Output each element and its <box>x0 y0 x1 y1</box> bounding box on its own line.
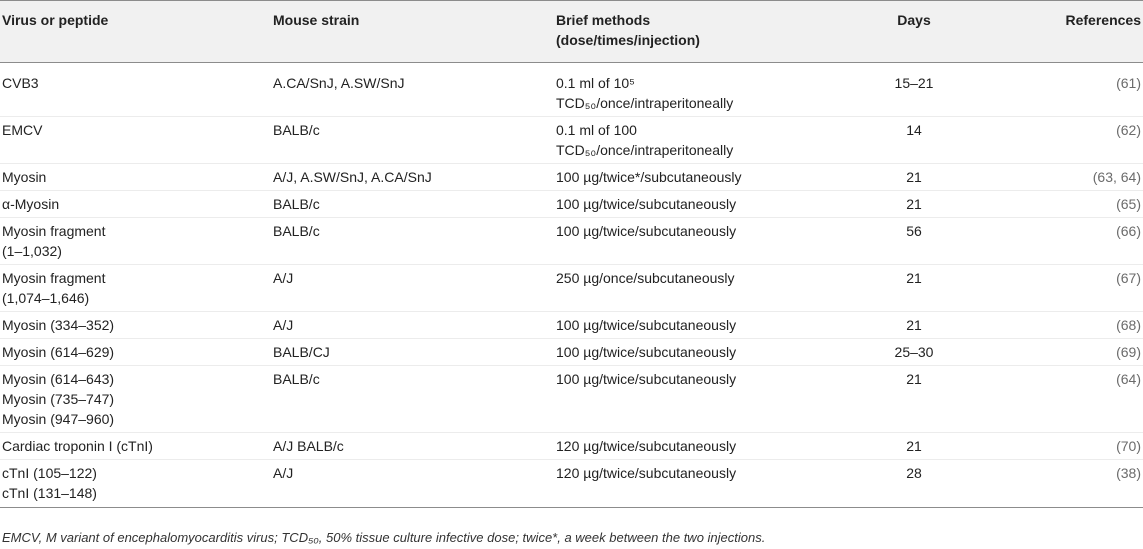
cell-virus <box>0 433 269 460</box>
cell-virus <box>0 339 269 366</box>
cell-methods-line: 0.1 ml of 100 <box>556 122 637 138</box>
cell-days: 21 <box>830 312 998 339</box>
cell-virus <box>0 366 269 433</box>
cell-virus <box>0 117 269 164</box>
table-footnote: EMCV, M variant of encephalomyocarditis virus; TCD₅₀, 50% tissue culture infective dose; twice*, a week between the two injections. <box>2 530 766 545</box>
cell-strain: A/J <box>269 265 552 312</box>
cell-methods-line: 100 µg/twice*/subcutaneously <box>556 169 742 185</box>
cell-methods-line: TCD₅₀/once/intraperitoneally <box>556 142 734 158</box>
cell-strain: BALB/c <box>269 218 552 265</box>
cell-methods-line: 250 µg/once/subcutaneously <box>556 270 735 286</box>
table-row <box>0 164 1143 191</box>
cell-reference: (69) <box>998 339 1143 366</box>
cell-strain: BALB/c <box>269 366 552 433</box>
cell-virus-line: (1,074–1,646) <box>2 290 90 306</box>
cell-virus <box>0 218 269 265</box>
cell-methods <box>552 312 830 339</box>
cell-days: 21 <box>830 366 998 433</box>
cell-virus <box>0 312 269 339</box>
cell-days: 28 <box>830 460 998 508</box>
cell-virus-line: cTnI (105–122) <box>2 465 97 481</box>
header-virus: Virus or peptide <box>0 1 269 63</box>
cell-days: 21 <box>830 191 998 218</box>
cell-virus-line: Myosin (735–747) <box>2 391 115 407</box>
cell-methods-line: 100 µg/twice/subcutaneously <box>556 344 737 360</box>
cell-reference: (65) <box>998 191 1143 218</box>
cell-virus-line: Myosin (614–643) <box>2 371 115 387</box>
cell-strain: A/J BALB/c <box>269 433 552 460</box>
cell-virus-line: EMCV <box>2 122 43 138</box>
cell-strain: A/J <box>269 312 552 339</box>
cell-methods <box>552 433 830 460</box>
cell-methods <box>552 366 830 433</box>
table-row <box>0 339 1143 366</box>
cell-strain: BALB/CJ <box>269 339 552 366</box>
cell-methods-line: 120 µg/twice/subcutaneously <box>556 465 737 481</box>
cell-reference: (67) <box>998 265 1143 312</box>
cell-virus-line: Myosin fragment <box>2 270 106 286</box>
cell-days: 21 <box>830 265 998 312</box>
cell-reference: (61) <box>998 63 1143 117</box>
cell-strain: A.CA/SnJ, A.SW/SnJ <box>269 63 552 117</box>
cell-days: 15–21 <box>830 63 998 117</box>
table-row <box>0 433 1143 460</box>
cell-virus-line: (1–1,032) <box>2 243 62 259</box>
table-row <box>0 312 1143 339</box>
cell-methods-line: 100 µg/twice/subcutaneously <box>556 317 737 333</box>
cell-methods <box>552 117 830 164</box>
cell-methods-line: 0.1 ml of 10⁵ <box>556 75 635 91</box>
header-methods-line2: (dose/times/injection) <box>556 32 700 48</box>
cell-days: 14 <box>830 117 998 164</box>
cell-strain: A/J <box>269 460 552 508</box>
cell-methods-line: 100 µg/twice/subcutaneously <box>556 223 737 239</box>
cell-virus <box>0 191 269 218</box>
cell-strain: A/J, A.SW/SnJ, A.CA/SnJ <box>269 164 552 191</box>
cell-virus-line: Myosin (947–960) <box>2 411 115 427</box>
cell-strain: BALB/c <box>269 191 552 218</box>
cell-virus <box>0 63 269 117</box>
cell-days: 56 <box>830 218 998 265</box>
table-row <box>0 265 1143 312</box>
cell-virus-line: Myosin (334–352) <box>2 317 115 333</box>
cell-virus-line: Myosin <box>2 169 47 185</box>
cell-methods <box>552 218 830 265</box>
cell-methods <box>552 164 830 191</box>
cell-reference: (62) <box>998 117 1143 164</box>
cell-virus-line: α-Myosin <box>2 196 60 212</box>
cell-reference: (66) <box>998 218 1143 265</box>
cell-methods <box>552 339 830 366</box>
cell-reference: (70) <box>998 433 1143 460</box>
header-methods-line1: Brief methods <box>556 12 651 28</box>
cell-methods <box>552 265 830 312</box>
table-row <box>0 191 1143 218</box>
cell-virus <box>0 265 269 312</box>
cell-methods-line: TCD₅₀/once/intraperitoneally <box>556 95 734 111</box>
table-body <box>0 63 1143 508</box>
cell-virus <box>0 460 269 508</box>
table-row <box>0 366 1143 433</box>
header-days: Days <box>830 1 998 63</box>
cell-days: 21 <box>830 433 998 460</box>
cell-strain: BALB/c <box>269 117 552 164</box>
cell-methods <box>552 460 830 508</box>
cell-virus-line: Myosin (614–629) <box>2 344 115 360</box>
cell-reference: (38) <box>998 460 1143 508</box>
cell-days: 21 <box>830 164 998 191</box>
cell-reference: (64) <box>998 366 1143 433</box>
header-references: References <box>998 1 1143 63</box>
cell-methods-line: 100 µg/twice/subcutaneously <box>556 196 737 212</box>
cell-days: 25–30 <box>830 339 998 366</box>
cell-methods <box>552 191 830 218</box>
header-methods <box>552 1 830 63</box>
table-row <box>0 460 1143 508</box>
table-row <box>0 218 1143 265</box>
cell-methods-line: 120 µg/twice/subcutaneously <box>556 438 737 454</box>
cell-virus-line: cTnI (131–148) <box>2 485 97 501</box>
cell-methods <box>552 63 830 117</box>
cell-virus <box>0 164 269 191</box>
cell-methods-line: 100 µg/twice/subcutaneously <box>556 371 737 387</box>
cell-reference: (68) <box>998 312 1143 339</box>
cell-virus-line: Myosin fragment <box>2 223 106 239</box>
header-row <box>0 1 1143 63</box>
header-strain: Mouse strain <box>269 1 552 63</box>
cell-reference: (63, 64) <box>998 164 1143 191</box>
table-row <box>0 63 1143 117</box>
cell-virus-line: Cardiac troponin I (cTnI) <box>2 438 153 454</box>
cell-virus-line: CVB3 <box>2 75 39 91</box>
table-row <box>0 117 1143 164</box>
